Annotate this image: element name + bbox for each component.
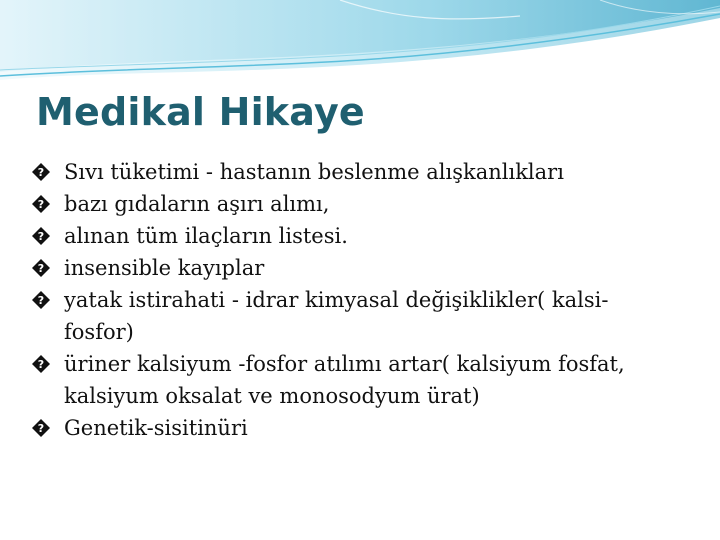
header-wave-decoration: [0, 0, 720, 90]
svg-text:?: ?: [37, 422, 45, 436]
svg-text:?: ?: [37, 358, 45, 372]
bullet-text: bazı gıdaların aşırı alımı,: [64, 192, 330, 216]
svg-text:?: ?: [37, 294, 45, 308]
replacement-character-icon: [32, 291, 50, 309]
bullet-item: [32, 220, 672, 252]
replacement-character-icon: [32, 419, 50, 437]
replacement-character-icon: [32, 227, 50, 245]
replacement-character-icon: [32, 195, 50, 213]
bullet-item: [32, 252, 672, 284]
bullet-list: [32, 156, 672, 444]
svg-text:?: ?: [37, 166, 45, 180]
replacement-character-icon: [32, 259, 50, 277]
svg-text:?: ?: [37, 230, 45, 244]
bullet-text: üriner kalsiyum -fosfor atılımı artar( kalsiyum fosfat, kalsiyum oksalat ve monosodyum ürat): [64, 352, 625, 408]
bullet-item: [32, 412, 672, 444]
bullet-text: Genetik-sisitinüri: [64, 416, 248, 440]
replacement-character-icon: [32, 163, 50, 181]
bullet-text: insensible kayıplar: [64, 256, 265, 280]
bullet-item: [32, 156, 672, 188]
bullet-text: alınan tüm ilaçların listesi.: [64, 224, 348, 248]
slide-title: Medikal Hikaye: [36, 90, 365, 134]
bullet-text: yatak istirahati - idrar kimyasal değişiklikler( kalsi-fosfor): [64, 288, 609, 344]
bullet-text: Sıvı tüketimi - hastanın beslenme alışkanlıkları: [64, 160, 564, 184]
bullet-item: [32, 348, 672, 412]
svg-text:?: ?: [37, 198, 45, 212]
svg-text:?: ?: [37, 262, 45, 276]
bullet-item: [32, 188, 672, 220]
bullet-item: [32, 284, 672, 348]
replacement-character-icon: [32, 355, 50, 373]
